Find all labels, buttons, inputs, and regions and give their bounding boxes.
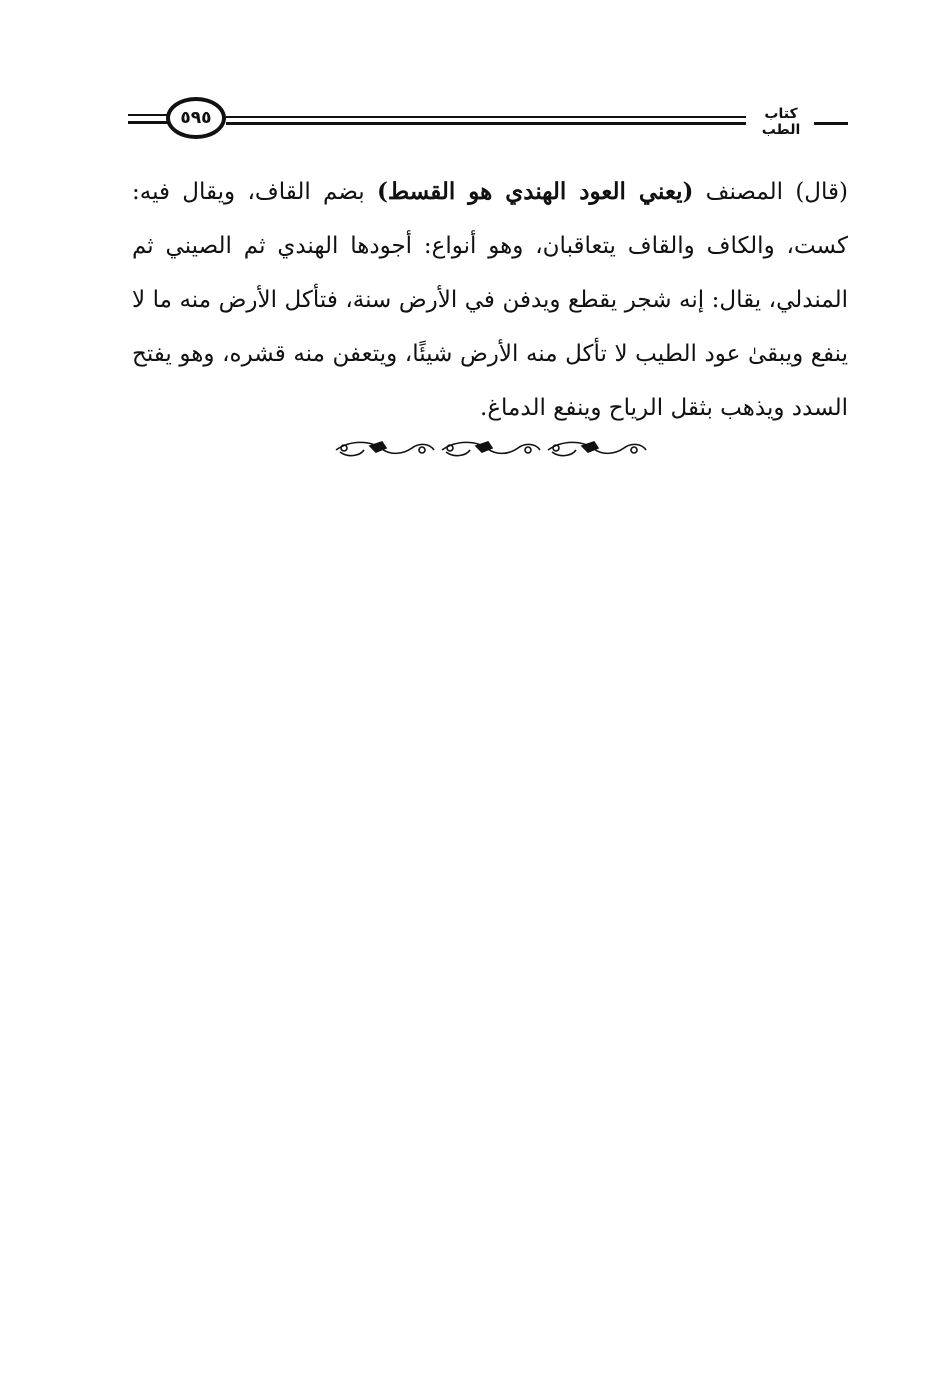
text-segment: بضم القاف، ويقال فيه: كست، والكاف والقاف يتعاقبان، وهو أنواع: أجودها الهندي ثم الصيني ثم المندلي، يقال: إنه شجر يقطع ويدفن في الأرض سنة، فتأكل الأرض منه ما لا ينفع ويبقىٰ عود الطيب لا تأكل منه الأرض شيئًا، ويتعفن منه قشره، وهو يفتح السدد ويذهب بثقل الرياح وينفع الدماغ. xyxy=(132,179,848,421)
running-title: كتاب الطب xyxy=(761,106,801,138)
page-number: ٥٩٥ xyxy=(166,97,226,139)
ornament-unit xyxy=(336,442,434,456)
header-rule xyxy=(814,122,848,125)
text-segment-bold: (يعني العود الهندي هو القسط) xyxy=(377,178,694,205)
header-rule xyxy=(226,122,746,125)
ornament-unit xyxy=(442,442,540,456)
page-header xyxy=(128,92,848,152)
floral-divider-icon xyxy=(330,432,650,466)
ornament-unit xyxy=(548,442,646,456)
body-paragraph xyxy=(132,165,848,435)
header-rule xyxy=(226,116,746,118)
text-segment: (قال) المصنف xyxy=(693,179,848,205)
